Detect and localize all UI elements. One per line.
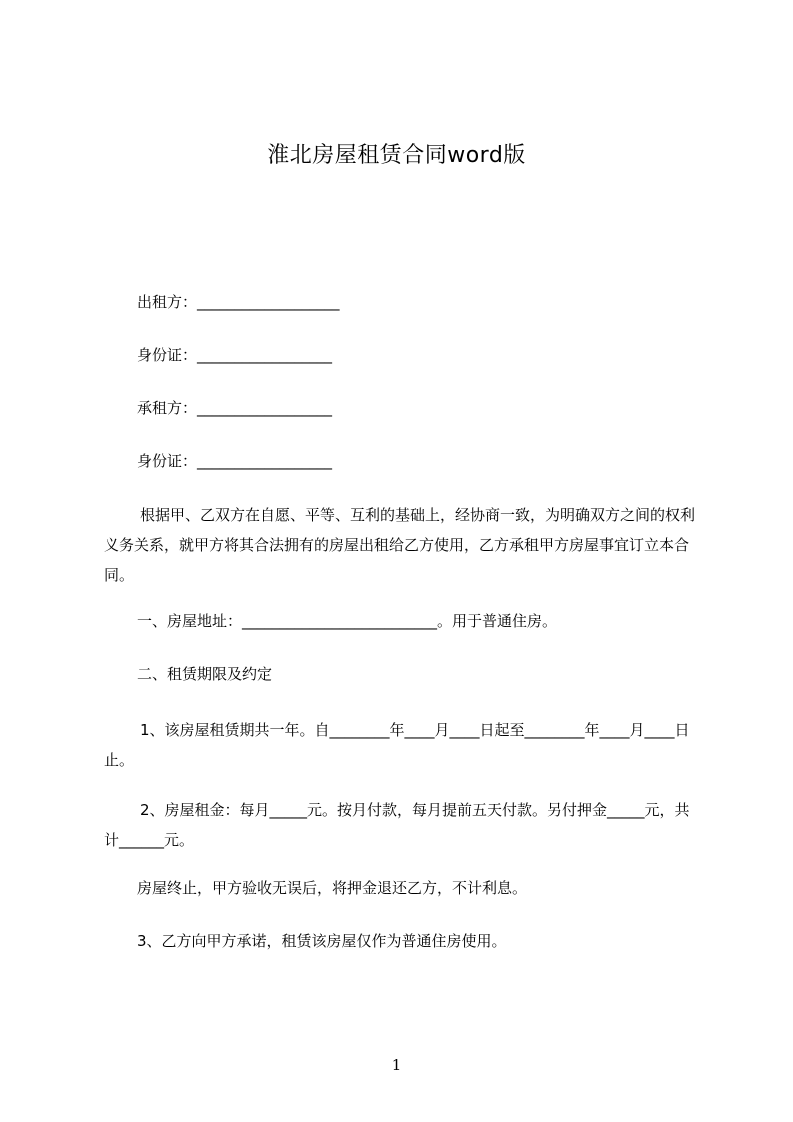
clause-address: 一、房屋地址：__________________________。用于普通住房。 — [137, 612, 558, 630]
page-number: 1 — [391, 1056, 402, 1074]
clause-term-1: 1、该房屋租赁期共一年。自________年____月____日起至________年____月____日止。 — [104, 721, 690, 769]
deposit-return-paragraph: 房屋终止，甲方验收无误后，将押金退还乙方，不计利息。 — [137, 879, 528, 897]
intro-paragraph: 根据甲、乙双方在自愿、平等、互利的基础上，经协商一致，为明确双方之间的权利义务关系，就甲方将其合法拥有的房屋出租给乙方使用，乙方承租甲方房屋事宜订立本合同。 — [104, 506, 696, 584]
lessee-field: 承租方：__________________ — [137, 399, 333, 417]
document-title: 淮北房屋租赁合同word版 — [267, 143, 526, 168]
clause-term-3: 3、乙方向甲方承诺，租赁该房屋仅作为普通住房使用。 — [137, 932, 507, 950]
clause-term-heading: 二、租赁期限及约定 — [137, 665, 273, 683]
lessee-id-field: 身份证：__________________ — [137, 452, 333, 470]
lessor-id-field: 身份证：__________________ — [137, 346, 333, 364]
clause-term-2: 2、房屋租金：每月_____元。按月付款，每月提前五天付款。另付押金_____元，共计______元。 — [104, 801, 690, 849]
lessor-field: 出租方：___________________ — [137, 293, 340, 311]
